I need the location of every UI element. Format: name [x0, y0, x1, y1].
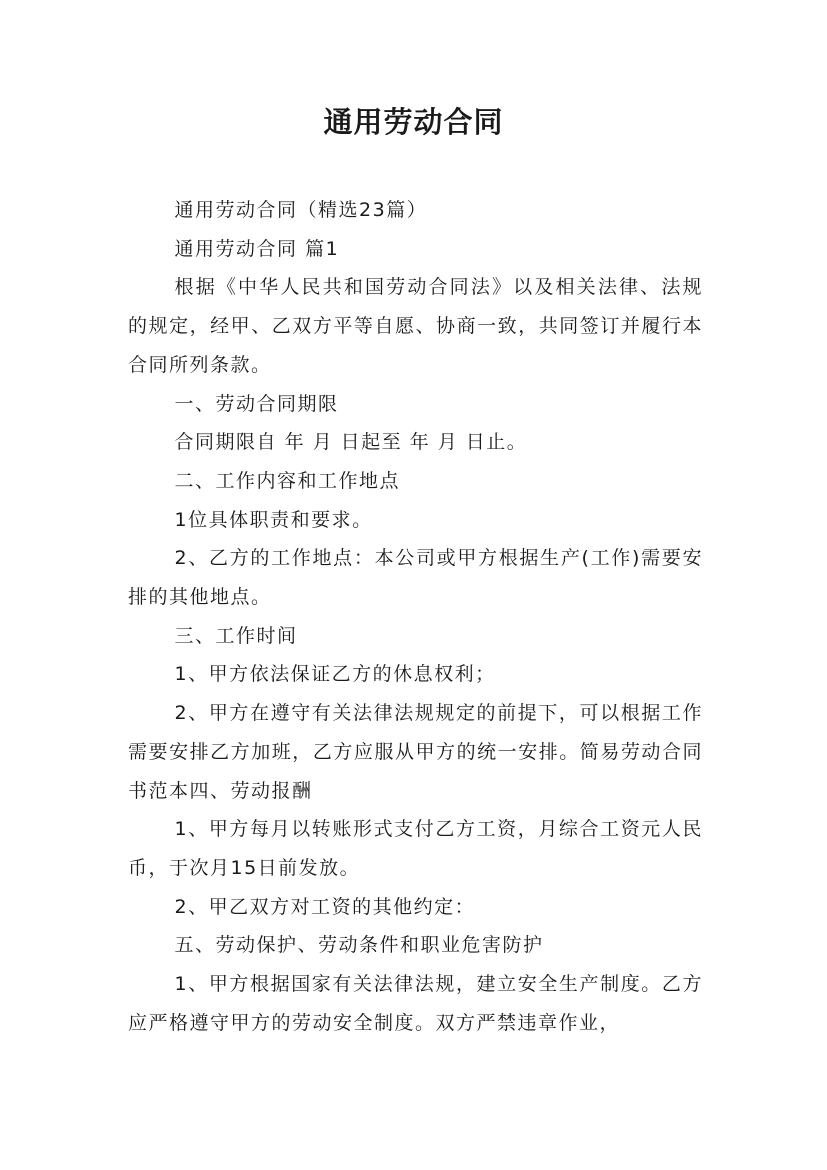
- paragraph: 三、工作时间: [174, 624, 298, 647]
- paragraph: 根据《中华人民共和国劳动合同法》以及相关法律、法规的规定，经甲、乙双方平等自愿、协商一致，共同签订并履行本合同所列条款。: [128, 276, 703, 376]
- paragraph: 通用劳动合同 篇1: [174, 237, 340, 260]
- document-title: 通用劳动合同: [323, 105, 504, 139]
- paragraph: 五、劳动保护、劳动条件和职业危害防护: [174, 934, 544, 957]
- paragraph: 1、甲方依法保证乙方的休息权利；: [174, 663, 496, 686]
- paragraph: 二、工作内容和工作地点: [174, 469, 401, 492]
- paragraph: 1位具体职责和要求。: [174, 508, 373, 531]
- paragraph: 2、乙方的工作地点：本公司或甲方根据生产(工作)需要安排的其他地点。: [128, 547, 703, 609]
- paragraph: 1、甲方每月以转账形式支付乙方工资，月综合工资元人民币，于次月15日前发放。: [128, 818, 703, 879]
- paragraph: 2、甲方在遵守有关法律法规规定的前提下，可以根据工作需要安排乙方加班，乙方应服从甲方的统一安排。简易劳动合同书范本四、劳动报酬: [128, 702, 703, 802]
- document-body: [128, 191, 703, 1042]
- paragraph: 2、甲乙双方对工资的其他约定：: [174, 895, 476, 918]
- paragraph: 通用劳动合同（精选23篇）: [174, 199, 428, 221]
- paragraph: 一、劳动合同期限: [174, 392, 339, 415]
- paragraph: 合同期限自 年 月 日起至 年 月 日止。: [174, 431, 528, 454]
- paragraph: 1、甲方根据国家有关法律法规，建立安全生产制度。乙方应严格遵守甲方的劳动安全制度。双方严禁违章作业，: [128, 973, 703, 1034]
